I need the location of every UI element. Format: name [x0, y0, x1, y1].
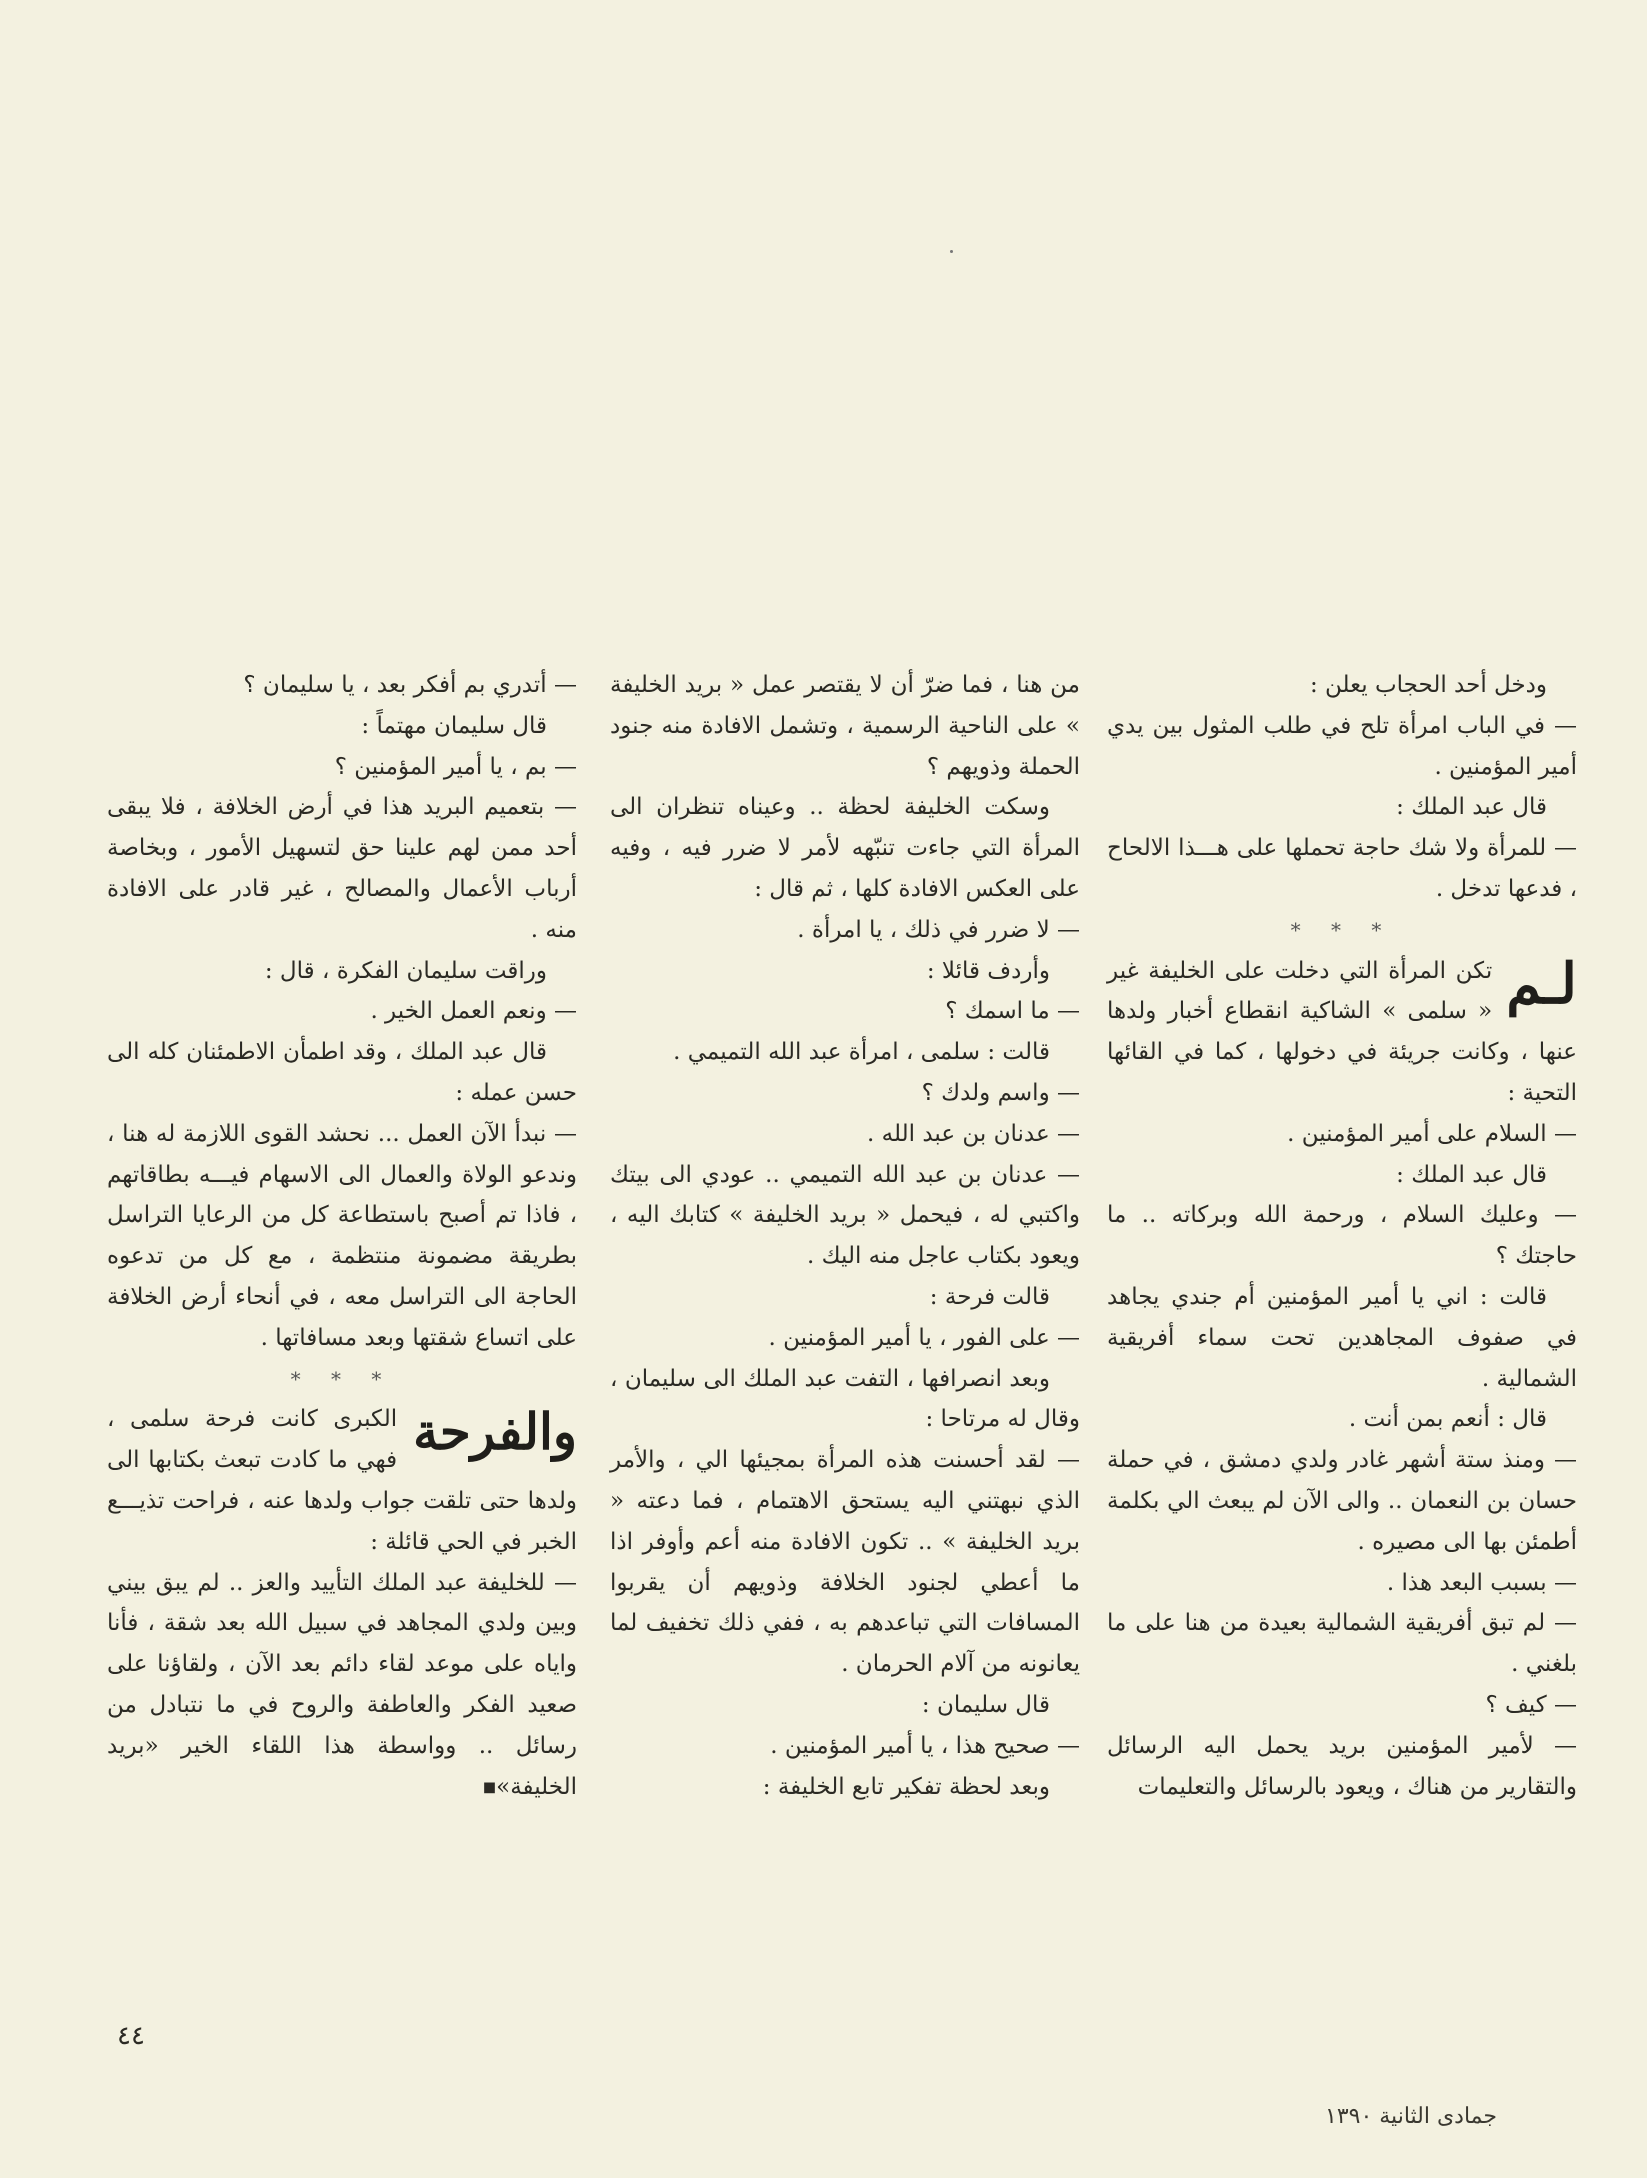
dialogue-line: — لأمير المؤمنين بريد يحمل اليه الرسائل والتقارير من هناك ، ويعود بالرسائل والتعليمات — [1107, 1732, 1577, 1800]
paragraph: قالت فرحة : — [929, 1283, 1050, 1310]
paragraph: من هنا ، فما ضرّ أن لا يقتصر عمل « بريد الخليفة » على الناحية الرسمية ، وتشمل الافادة منه جنود الحملة وذويهم ؟ — [610, 672, 1080, 780]
issue-date: جمادى الثانية ١٣٩٠ — [1325, 2104, 1498, 2129]
dialogue-line: — لا ضرر في ذلك ، يا امرأة . — [797, 916, 1080, 943]
paragraph: قال عبد الملك : — [1396, 1161, 1547, 1188]
dropcap-left: والفرحة — [413, 1402, 577, 1462]
paragraph: ودخل أحد الحجاب يعلن : — [1309, 672, 1547, 698]
dialogue-line: — على الفور ، يا أمير المؤمنين . — [768, 1324, 1080, 1351]
paragraph: قالت : سلمى ، امرأة عبد الله التميمي . — [673, 1039, 1050, 1066]
dialogue-line: — نبدأ الآن العمل ... نحشد القوى اللازمة له هنا ، وندعو الولاة والعمال الى الاسهام فيـــه بطاقاتهم ، فاذا تم أصبح باستطاعة كل من الرعايا التراسل بطريقة مضمونة منتظمة ، مع كل من تدعوه الحاجة الى التراسل معه ، في أنحاء أرض الخلافة على اتساع شقتها وبعد مسافاتها . — [107, 1120, 577, 1351]
paragraph: وراقت سليمان الفكرة ، قال : — [264, 957, 547, 984]
dialogue-line: — عدنان بن عبد الله التميمي .. عودي الى بيتك واكتبي له ، فيحمل « بريد الخليفة » كتابك اليه ، ويعود بكتاب عاجل منه اليك . — [610, 1161, 1080, 1270]
column-middle — [610, 665, 1080, 1807]
paragraph: قال سليمان مهتماً : — [361, 712, 547, 739]
dialogue-line: — ونعم العمل الخير . — [370, 998, 577, 1025]
column-right — [1107, 665, 1577, 1807]
column-left — [107, 665, 577, 1808]
paragraph-text: — للخليفة عبد الملك التأييد والعز .. لم يبق بيني وبين ولدي المجاهد في سبيل الله بعد شقة ، فأنا واياه على موعد لقاء دائم بعد الآن ، ولقاؤنا على صعيد الفكر والعاطفة والروح في ما نتبادل من رسائل .. وواسطة هذا اللقاء الخير «بريد الخليفة» — [107, 1569, 577, 1800]
dialogue-line: — وعليك السلام ، ورحمة الله وبركاته .. ما حاجتك ؟ — [1107, 1202, 1577, 1270]
dialogue-line: — بسبب البعد هذا . — [1386, 1569, 1577, 1596]
paragraph-with-dropcap — [1107, 951, 1577, 1114]
dialogue-line: — بتعميم البريد هذا في أرض الخلافة ، فلا يبقى أحد ممن لهم علينا حق لتسهيل الأمور ، وبخاصة أرباب الأعمال والمصالح ، غير قادر على الافادة منه . — [107, 794, 577, 943]
paragraph-text: الكبرى كانت فرحة سلمى ، فهي ما كادت تبعث بكتابها الى ولدها حتى تلقت جواب ولدها عنه ، فراحت تذيـــع الخبر في الحي قائلة : — [107, 1406, 577, 1555]
paragraph: وبعد انصرافها ، التفت عبد الملك الى سليمان ، وقال له مرتاحا : — [610, 1365, 1080, 1433]
dialogue-line: — للمرأة ولا شك حاجة تحملها على هـــذا الالحاح ، فدعها تدخل . — [1107, 835, 1577, 902]
dialogue-line: — السلام على أمير المؤمنين . — [1287, 1120, 1577, 1147]
end-mark: ■ — [482, 1779, 497, 1796]
dialogue-line: — في الباب امرأة تلح في طلب المثول بين يدي أمير المؤمنين . — [1107, 712, 1577, 780]
paragraph: قال عبد الملك : — [1396, 794, 1547, 821]
paragraph: وسكت الخليفة لحظة .. وعيناه تنظران الى المرأة التي جاءت تنبّهه لأمر لا ضرر فيه ، وفيه على العكس الافادة كلها ، ثم قال : — [610, 794, 1080, 902]
paragraph: قال : أنعم بمن أنت . — [1348, 1406, 1547, 1433]
dialogue-line: — صحيح هذا ، يا أمير المؤمنين . — [770, 1732, 1080, 1759]
section-separator: * * * — [290, 1366, 394, 1391]
paragraph: قال عبد الملك ، وقد اطمأن الاطمئنان كله الى حسن عمله : — [107, 1039, 577, 1106]
dialogue-line: — عدنان بن عبد الله . — [867, 1120, 1080, 1147]
dialogue-line: — واسم ولدك ؟ — [921, 1079, 1080, 1106]
dropcap-right: لـم — [1506, 950, 1577, 1017]
paragraph-with-dropcap — [107, 1399, 577, 1562]
paragraph: وأردف قائلا : — [926, 957, 1050, 984]
dialogue-line: — ما اسمك ؟ — [945, 998, 1080, 1025]
dialogue-line: — لقد أحسنت هذه المرأة بمجيئها الي ، والأمر الذي نبهتني اليه يستحق الاهتمام ، فما دعته « بريد الخليفة » .. تكون الافادة منه أعم وأوفر اذا ما أعطي لجنود الخلافة وذويهم أن يقربوا المسافات التي تباعدهم به ، ففي ذلك تخفيف لما يعانونه من آلام الحرمان . — [610, 1447, 1080, 1678]
dialogue-line: — بم ، يا أمير المؤمنين ؟ — [334, 753, 577, 780]
dialogue-line: — لم تبق أفريقية الشمالية بعيدة من هنا على ما بلغني . — [1107, 1610, 1577, 1678]
page-number: ٤٤ — [117, 2021, 145, 2051]
dialogue-line: — ومنذ ستة أشهر غادر ولدي دمشق ، في حملة حسان بن النعمان .. والى الآن لم يبعث الي بكلمة أطمئن بها الى مصيره . — [1107, 1447, 1577, 1555]
print-speck — [950, 250, 953, 253]
paragraph: قال سليمان : — [921, 1691, 1050, 1718]
paragraph: وبعد لحظة تفكير تابع الخليفة : — [762, 1773, 1050, 1800]
dialogue-line — [107, 1563, 577, 1808]
section-separator: * * * — [1290, 917, 1394, 942]
dialogue-line: — أتدري بم أفكر بعد ، يا سليمان ؟ — [243, 672, 577, 698]
dialogue-line: — كيف ؟ — [1485, 1691, 1577, 1718]
paragraph: قالت : اني يا أمير المؤمنين أم جندي يجاهد في صفوف المجاهدين تحت سماء أفريقية الشمالية . — [1107, 1283, 1577, 1392]
paragraph-text: تكن المرأة التي دخلت على الخليفة غير « سلمى » الشاكية انقطاع أخبار ولدها عنها ، وكانت جريئة في دخولها ، كما في القائها التحية : — [1107, 957, 1577, 1106]
